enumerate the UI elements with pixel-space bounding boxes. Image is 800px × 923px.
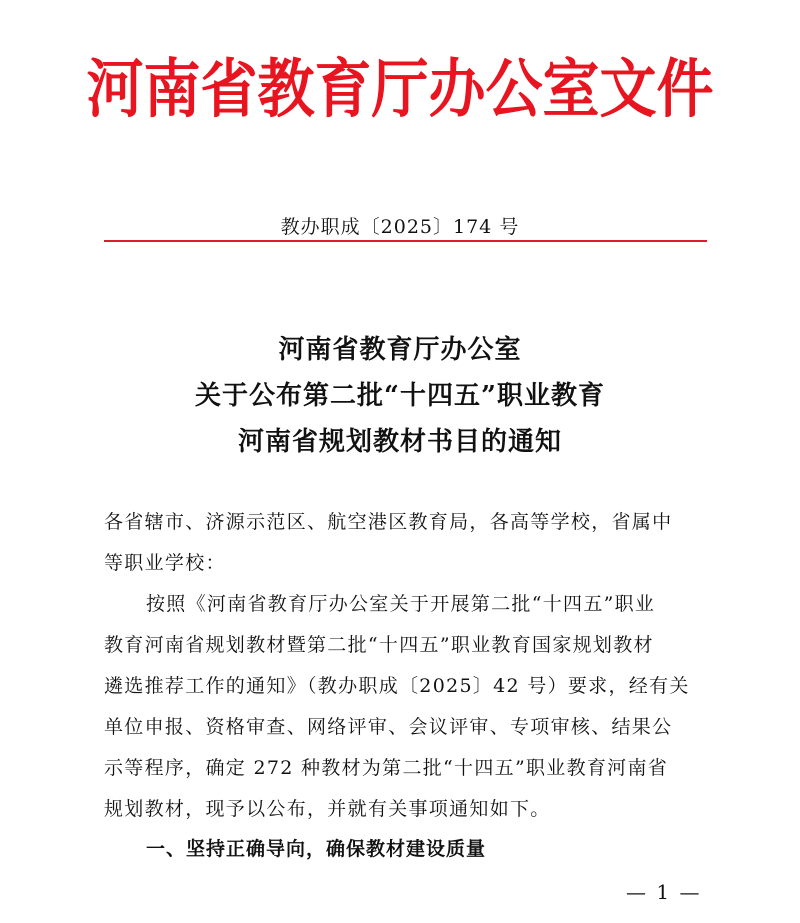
- red-separator-rule: [104, 240, 707, 242]
- notice-title-line-3: 河南省规划教材书目的通知: [237, 427, 562, 457]
- salutation-line-1: 各省辖市、济源示范区、航空港区教育局，各高等学校，省属中: [104, 511, 673, 533]
- paragraph-line-5: 示等程序，确定 272 种教材为第二批“十四五”职业教育河南省: [104, 757, 669, 779]
- paragraph-line-4: 单位申报、资格审查、网络评审、会议评审、专项审核、结果公: [104, 716, 673, 738]
- paragraph-line-1: 按照《河南省教育厅办公室关于开展第二批“十四五”职业: [146, 593, 656, 615]
- section-heading: 一、坚持正确导向，确保教材建设质量: [146, 838, 487, 860]
- document-number: 教办职成〔2025〕174 号: [280, 216, 520, 238]
- paragraph-line-6: 规划教材，现予以公布，并就有关事项通知如下。: [104, 798, 551, 820]
- masthead-title: 河南省教育厅办公室文件: [86, 51, 714, 127]
- notice-title-line-1: 河南省教育厅办公室: [278, 335, 522, 365]
- paragraph-line-3: 遴选推荐工作的通知》（教办职成〔2025〕42 号）要求，经有关: [104, 675, 690, 697]
- page-number: — 1 —: [626, 880, 702, 904]
- notice-title-line-2: 关于公布第二批“十四五”职业教育: [195, 381, 605, 411]
- salutation-line-2: 等职业学校：: [104, 552, 226, 574]
- paragraph-line-2: 教育河南省规划教材暨第二批“十四五”职业教育国家规划教材: [104, 634, 654, 656]
